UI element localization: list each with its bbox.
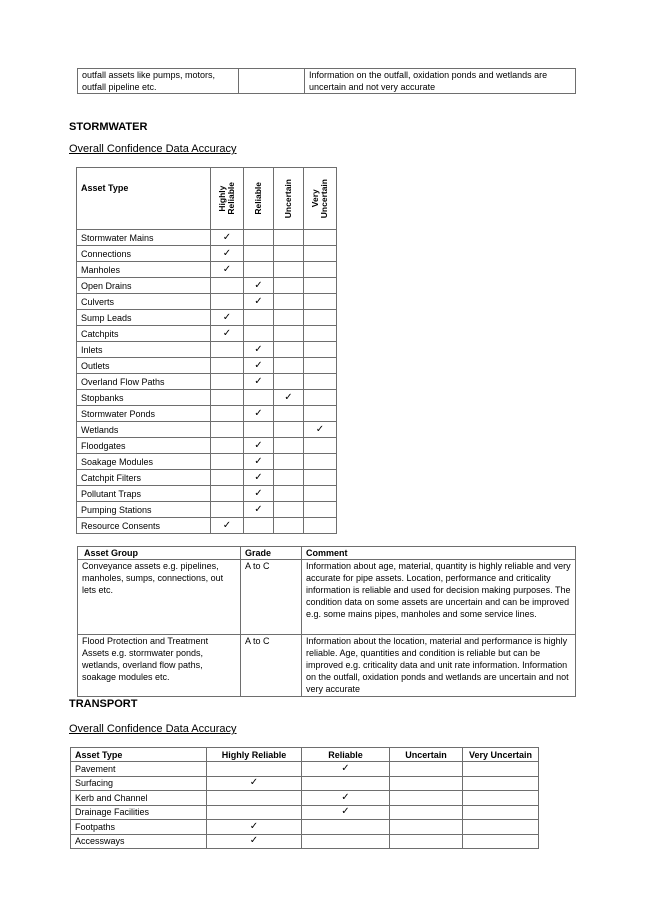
asset-type-cell: Footpaths [71, 820, 207, 835]
checkmark-icon: ✓ [244, 406, 274, 422]
column-header-comment: Comment [302, 547, 576, 560]
asset-type-cell: Pavement [71, 762, 207, 777]
table-row [77, 326, 337, 342]
table-row [77, 470, 337, 486]
asset-type-cell: Catchpit Filters [77, 470, 211, 486]
table-row [77, 246, 337, 262]
table-row [77, 422, 337, 438]
empty-cell [304, 230, 337, 246]
empty-cell [304, 326, 337, 342]
checkmark-icon: ✓ [207, 834, 302, 849]
empty-cell [244, 390, 274, 406]
empty-cell [304, 470, 337, 486]
table-row [71, 834, 539, 849]
checkmark-icon: ✓ [244, 454, 274, 470]
empty-cell [207, 791, 302, 806]
empty-cell [274, 262, 304, 278]
table-row [77, 390, 337, 406]
column-header-asset-type: Asset Type [77, 168, 211, 230]
column-header-very-uncertain: Very Uncertain [304, 168, 337, 230]
top-fragment-table [77, 68, 576, 94]
column-header-asset-group: Asset Group [78, 547, 241, 560]
asset-type-cell: Pumping Stations [77, 502, 211, 518]
empty-cell [463, 776, 539, 791]
checkmark-icon: ✓ [244, 502, 274, 518]
checkmark-icon: ✓ [244, 438, 274, 454]
asset-type-cell: Drainage Facilities [71, 805, 207, 820]
table-header-row [71, 748, 539, 762]
table-row [77, 230, 337, 246]
asset-type-cell: Soakage Modules [77, 454, 211, 470]
empty-cell [211, 486, 244, 502]
table-row [77, 406, 337, 422]
empty-cell [211, 438, 244, 454]
asset-type-cell: Surfacing [71, 776, 207, 791]
empty-cell [274, 518, 304, 534]
table-row [78, 69, 576, 94]
grade-cell [239, 69, 305, 94]
empty-cell [390, 805, 463, 820]
empty-cell [463, 820, 539, 835]
empty-cell [304, 502, 337, 518]
table-row [77, 502, 337, 518]
empty-cell [274, 406, 304, 422]
empty-cell [304, 310, 337, 326]
table-row [71, 762, 539, 777]
empty-cell [274, 342, 304, 358]
checkmark-icon: ✓ [274, 390, 304, 406]
asset-type-cell: Kerb and Channel [71, 791, 207, 806]
empty-cell [274, 422, 304, 438]
empty-cell [274, 502, 304, 518]
asset-type-cell: Culverts [77, 294, 211, 310]
empty-cell [304, 342, 337, 358]
empty-cell [211, 278, 244, 294]
empty-cell [207, 805, 302, 820]
checkmark-icon: ✓ [302, 762, 390, 777]
asset-type-cell: Catchpits [77, 326, 211, 342]
checkmark-icon: ✓ [207, 820, 302, 835]
empty-cell [463, 762, 539, 777]
asset-type-cell: Stormwater Mains [77, 230, 211, 246]
asset-type-cell: Stopbanks [77, 390, 211, 406]
checkmark-icon: ✓ [244, 294, 274, 310]
empty-cell [244, 422, 274, 438]
table-row [77, 342, 337, 358]
empty-cell [211, 374, 244, 390]
column-header-highly-reliable: Highly Reliable [211, 168, 244, 230]
checkmark-icon: ✓ [211, 262, 244, 278]
empty-cell [244, 518, 274, 534]
empty-cell [304, 358, 337, 374]
empty-cell [304, 262, 337, 278]
empty-cell [274, 358, 304, 374]
asset-type-cell: Open Drains [77, 278, 211, 294]
asset-type-cell: Inlets [77, 342, 211, 358]
table-row [71, 791, 539, 806]
empty-cell [302, 834, 390, 849]
empty-cell [274, 246, 304, 262]
checkmark-icon: ✓ [211, 326, 244, 342]
empty-cell [211, 342, 244, 358]
transport-subheading: Overall Confidence Data Accuracy [69, 723, 237, 735]
checkmark-icon: ✓ [211, 230, 244, 246]
empty-cell [304, 278, 337, 294]
table-header-row [78, 547, 576, 560]
empty-cell [304, 374, 337, 390]
asset-group-cell: Flood Protection and Treatment Assets e.g. stormwater ponds, wetlands, overland flow paths, soakage modules etc. [78, 635, 241, 697]
empty-cell [463, 791, 539, 806]
stormwater-heading: STORMWATER [69, 121, 148, 133]
empty-cell [463, 834, 539, 849]
asset-type-cell: Wetlands [77, 422, 211, 438]
empty-cell [304, 486, 337, 502]
empty-cell [302, 820, 390, 835]
table-row [77, 294, 337, 310]
transport-confidence-table [70, 747, 539, 849]
asset-group-cell: Conveyance assets e.g. pipelines, manholes, sumps, connections, out lets etc. [78, 560, 241, 635]
grade-cell: A to C [241, 635, 302, 697]
grade-cell: A to C [241, 560, 302, 635]
empty-cell [274, 486, 304, 502]
asset-type-cell: Accessways [71, 834, 207, 849]
checkmark-icon: ✓ [211, 246, 244, 262]
asset-group-cell: outfall assets like pumps, motors, outfall pipeline etc. [78, 69, 239, 94]
transport-heading: TRANSPORT [69, 698, 138, 710]
table-row [71, 805, 539, 820]
comment-cell: Information about age, material, quantity is highly reliable and very accurate for pipe assets. Location, performance and criticality information is reliable and used for decision making purposes. The condition data on some assets are uncertain and can be improved e.g. some mains pipes, manholes and some service lines. [302, 560, 576, 635]
empty-cell [390, 791, 463, 806]
column-header-asset-type: Asset Type [71, 748, 207, 762]
empty-cell [244, 230, 274, 246]
empty-cell [211, 358, 244, 374]
table-row [77, 454, 337, 470]
empty-cell [274, 230, 304, 246]
table-row [77, 518, 337, 534]
table-row [71, 820, 539, 835]
empty-cell [211, 454, 244, 470]
checkmark-icon: ✓ [244, 374, 274, 390]
comment-cell: Information about the location, material and performance is highly reliable. Age, quantities and condition is reliable but can be improved e.g. criticality data and unit rate information. Information on the outfall, oxidation ponds and wetlands are uncertain and not very accurate [302, 635, 576, 697]
table-row [78, 560, 576, 635]
table-header-row [77, 168, 337, 230]
empty-cell [211, 502, 244, 518]
checkmark-icon: ✓ [244, 486, 274, 502]
empty-cell [244, 310, 274, 326]
asset-type-cell: Outlets [77, 358, 211, 374]
empty-cell [274, 454, 304, 470]
empty-cell [304, 246, 337, 262]
empty-cell [302, 776, 390, 791]
column-header-uncertain: Uncertain [274, 168, 304, 230]
asset-type-cell: Pollutant Traps [77, 486, 211, 502]
comment-cell: Information on the outfall, oxidation ponds and wetlands are uncertain and not very accurate [305, 69, 576, 94]
column-header-very-uncertain: Very Uncertain [463, 748, 539, 762]
checkmark-icon: ✓ [302, 791, 390, 806]
checkmark-icon: ✓ [304, 422, 337, 438]
empty-cell [390, 776, 463, 791]
empty-cell [244, 326, 274, 342]
empty-cell [304, 390, 337, 406]
checkmark-icon: ✓ [244, 342, 274, 358]
column-header-grade: Grade [241, 547, 302, 560]
table-row [71, 776, 539, 791]
empty-cell [274, 294, 304, 310]
column-header-uncertain: Uncertain [390, 748, 463, 762]
column-header-reliable: Reliable [302, 748, 390, 762]
empty-cell [304, 454, 337, 470]
empty-cell [274, 310, 304, 326]
asset-type-cell: Manholes [77, 262, 211, 278]
empty-cell [211, 406, 244, 422]
checkmark-icon: ✓ [207, 776, 302, 791]
table-row [77, 438, 337, 454]
asset-type-cell: Floodgates [77, 438, 211, 454]
checkmark-icon: ✓ [211, 518, 244, 534]
empty-cell [274, 470, 304, 486]
asset-type-cell: Resource Consents [77, 518, 211, 534]
empty-cell [211, 422, 244, 438]
column-header-reliable: Reliable [244, 168, 274, 230]
column-header-highly-reliable: Highly Reliable [207, 748, 302, 762]
empty-cell [211, 294, 244, 310]
table-row [77, 262, 337, 278]
empty-cell [304, 518, 337, 534]
table-row [78, 635, 576, 697]
empty-cell [304, 294, 337, 310]
empty-cell [390, 762, 463, 777]
empty-cell [211, 390, 244, 406]
checkmark-icon: ✓ [211, 310, 244, 326]
empty-cell [244, 246, 274, 262]
empty-cell [390, 820, 463, 835]
empty-cell [211, 470, 244, 486]
asset-grade-table [77, 546, 576, 697]
empty-cell [463, 805, 539, 820]
asset-type-cell: Connections [77, 246, 211, 262]
checkmark-icon: ✓ [302, 805, 390, 820]
checkmark-icon: ✓ [244, 278, 274, 294]
table-row [77, 310, 337, 326]
stormwater-subheading: Overall Confidence Data Accuracy [69, 143, 237, 155]
stormwater-confidence-table [76, 167, 337, 534]
asset-type-cell: Overland Flow Paths [77, 374, 211, 390]
table-row [77, 374, 337, 390]
empty-cell [304, 406, 337, 422]
empty-cell [274, 374, 304, 390]
table-row [77, 358, 337, 374]
empty-cell [304, 438, 337, 454]
asset-type-cell: Stormwater Ponds [77, 406, 211, 422]
empty-cell [274, 438, 304, 454]
asset-type-cell: Sump Leads [77, 310, 211, 326]
table-row [77, 486, 337, 502]
empty-cell [244, 262, 274, 278]
empty-cell [274, 278, 304, 294]
table-row [77, 278, 337, 294]
empty-cell [207, 762, 302, 777]
empty-cell [390, 834, 463, 849]
empty-cell [274, 326, 304, 342]
checkmark-icon: ✓ [244, 470, 274, 486]
checkmark-icon: ✓ [244, 358, 274, 374]
